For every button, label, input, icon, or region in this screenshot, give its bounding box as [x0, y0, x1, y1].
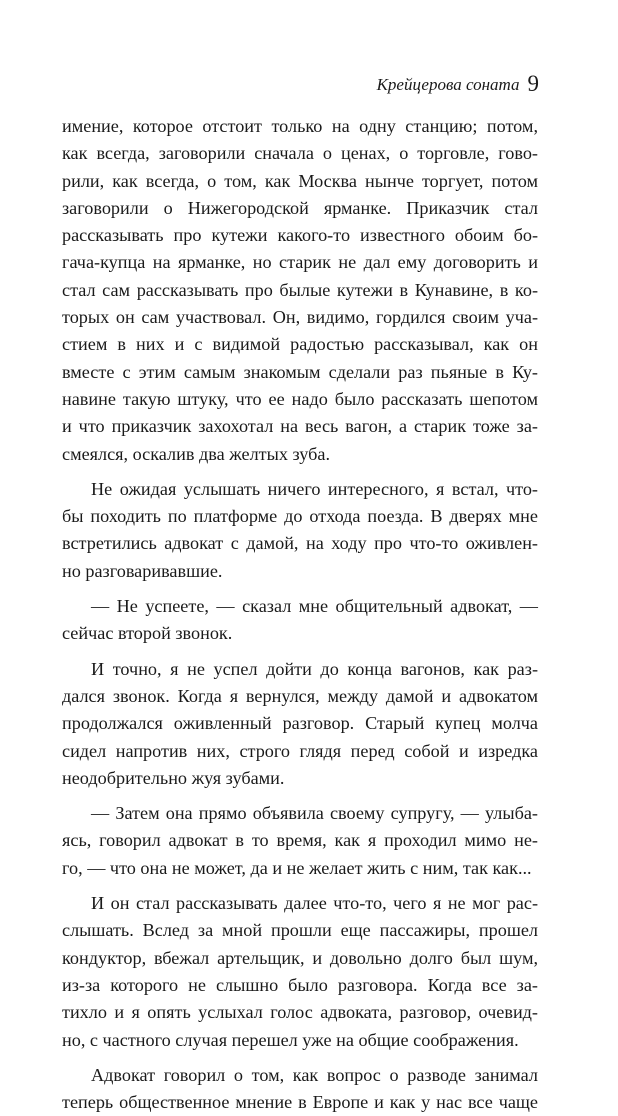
text-line: тихло и я опять услыхал голос адвоката, разговор, очевид-: [62, 1002, 538, 1023]
running-header: [62, 70, 539, 100]
text-line: — Не успеете, — сказал мне общительный адвокат, —: [91, 596, 538, 617]
text-line: го, — что она не может, да и не желает жить с ним, так как...: [62, 857, 532, 878]
text-line: бы походить по платформе до отхода поезда. В дверях мне: [62, 506, 538, 527]
text-line: рассказывать про кутежи какого-то известного обоим бо-: [62, 225, 538, 246]
paragraph: [62, 890, 538, 1054]
text-line: теперь общественное мнение в Европе и как у нас все чаще: [62, 1092, 538, 1113]
text-line: имение, которое отстоит только на одну станцию; потом,: [62, 116, 538, 136]
running-title: Крейцерова соната: [376, 75, 520, 94]
text-line: сидел напротив них, строго глядя перед собой и изредка: [62, 740, 538, 761]
text-line: и что приказчик захохотал на весь вагон, а старик тоже за-: [62, 416, 538, 437]
paragraph: [62, 113, 538, 468]
page-number: 9: [527, 71, 539, 96]
text-line: Адвокат говорил о том, как вопрос о разводе занимал: [91, 1064, 538, 1085]
text-line: стал сам рассказывать про былые кутежи в Кунавине, в ко-: [62, 279, 538, 300]
text-line: рили, как всегда, о том, как Москва нынче торгует, потом: [62, 170, 538, 191]
body-text: [62, 113, 538, 1116]
text-line: стием в них и с видимой радостью рассказывал, как он: [62, 334, 538, 355]
text-line: торых он сам участвовал. Он, видимо, гордился своим уча-: [62, 307, 538, 328]
text-line: как всегда, заговорили сначала о ценах, о торговле, гово-: [62, 143, 538, 164]
text-line: ясь, говорил адвокат в то время, как я проходил мимо не-: [62, 830, 538, 851]
text-line: из-за которого не слышно было разговора. Когда все за-: [62, 974, 538, 995]
text-line: но, с частного случая перешел уже на общие соображения.: [62, 1029, 519, 1050]
text-line: — Затем она прямо объявила своему супругу, — улыба-: [91, 803, 538, 824]
paragraph: [62, 656, 538, 792]
paragraph: [62, 1062, 538, 1116]
text-line: гача-купца на ярманке, но старик не дал ему договорить и: [62, 252, 538, 273]
text-line: неодобрительно жуя зубами.: [62, 767, 285, 788]
text-line: продолжался оживленный разговор. Старый купец молча: [62, 713, 538, 734]
text-line: кондуктор, вбежал артельщик, и довольно долго был шум,: [62, 947, 538, 968]
paragraph: [62, 476, 538, 585]
paragraph: [62, 593, 538, 648]
text-line: дался звонок. Когда я вернулся, между дамой и адвокатом: [62, 685, 538, 706]
text-line: Не ожидая услышать ничего интересного, я встал, что-: [91, 478, 538, 499]
text-line: сейчас второй звонок.: [62, 623, 233, 644]
text-line: И точно, я не успел дойти до конца вагонов, как раз-: [91, 658, 538, 679]
text-line: смеялся, оскалив два желтых зуба.: [62, 443, 331, 464]
text-line: вместе с этим самым знакомым сделали раз пьяные в Ку-: [62, 361, 538, 382]
text-line: но разговаривавшие.: [62, 560, 223, 581]
text-line: И он стал рассказывать далее что-то, чего я не мог рас-: [91, 893, 538, 914]
text-line: встретились адвокат с дамой, на ходу про что-то оживлен-: [62, 533, 538, 554]
text-line: навине такую штуку, что ее надо было рассказать шепотом: [62, 388, 538, 409]
paragraph: [62, 800, 538, 882]
text-line: слышать. Вслед за мной прошли еще пассажиры, прошел: [62, 920, 538, 941]
text-line: заговорили о Нижегородской ярманке. Приказчик стал: [62, 197, 538, 218]
